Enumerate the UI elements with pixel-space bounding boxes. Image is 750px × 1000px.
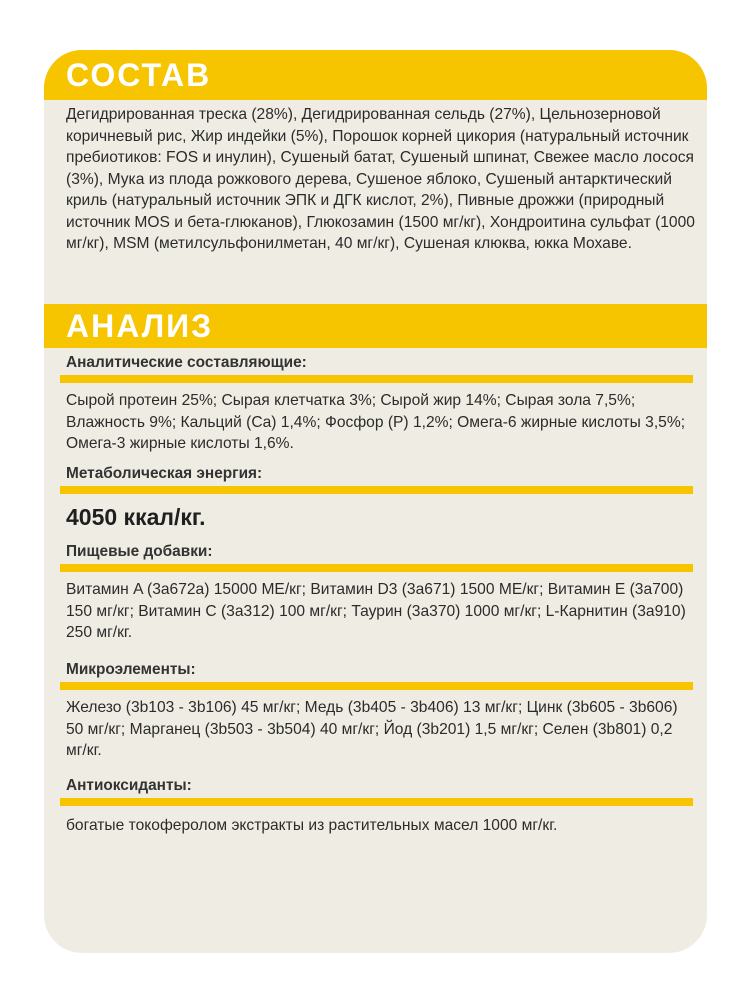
antioxidants-label: Антиоксиданты:: [66, 777, 192, 794]
divider-bar: [60, 682, 693, 690]
divider-bar: [60, 486, 693, 494]
analytical-label: Аналитические составляющие:: [66, 354, 307, 371]
trace-elements-text: Железо (3b103 - 3b106) 45 мг/кг; Медь (3b405 - 3b406) 13 мг/кг; Цинк (3b605 - 3b606) 50 мг/кг; Марганец (3b503 - 3b504) 40 мг/кг; Йод (3b201) 1,5 мг/кг; Селен (3b801) 0,2 мг/кг.: [66, 699, 678, 759]
antioxidants-text: богатые токоферолом экстракты из растительных масел 1000 мг/кг.: [66, 817, 558, 834]
additives-label: Пищевые добавки:: [66, 543, 213, 560]
divider-bar: [60, 798, 693, 806]
additives-text: Витамин A (3a672a) 15000 МЕ/кг; Витамин D3 (3a671) 1500 МЕ/кг; Витамин E (3a700) 150 мг/кг; Витамин C (3a312) 100 мг/кг; Таурин (3a370) 1000 мг/кг; L-Карнитин (3a910) 250 мг/кг.: [66, 581, 686, 641]
divider-bar: [60, 564, 693, 572]
composition-text: Дегидрированная треска (28%), Дегидрированная сельдь (27%), Цельнозерновой коричневый рис, Жир индейки (5%), Порошок корней цикория (натуральный источник пребиотиков: FOS и инулин), Сушеный батат, Сушеный шпинат, Свежее масло лосося (3%), Мука из плода рожкового дерева, Сушеное яблоко, Сушеный антарктический криль (натуральный источник ЭПК и ДГК кислот, 2%), Пивные дрожжи (природный источник MOS и бета-глюканов), Глюкозамин (1500 мг/кг), Хондроитина сульфат (1000 мг/кг), MSM (метилсульфонилметан, 40 мг/кг), Сушеная клюква, юкка Мохаве.: [66, 106, 695, 252]
analysis-heading: АНАЛИЗ: [66, 308, 214, 344]
trace-elements-label: Микроэлементы:: [66, 661, 196, 678]
analytical-text: Сырой протеин 25%; Сырая клетчатка 3%; Сырой жир 14%; Сырая зола 7,5%; Влажность 9%; Кальций (Ca) 1,4%; Фосфор (P) 1,2%; Омега-6 жирные кислоты 3,5%; Омега-3 жирные кислоты 1,6%.: [66, 392, 686, 452]
analysis-banner: [44, 304, 707, 348]
composition-banner: [44, 50, 707, 100]
energy-label: Метаболическая энергия:: [66, 465, 263, 482]
composition-heading: СОСТАВ: [66, 57, 212, 93]
divider-bar: [60, 375, 693, 383]
info-card: [44, 50, 707, 953]
energy-value: 4050 ккал/кг.: [66, 504, 206, 530]
